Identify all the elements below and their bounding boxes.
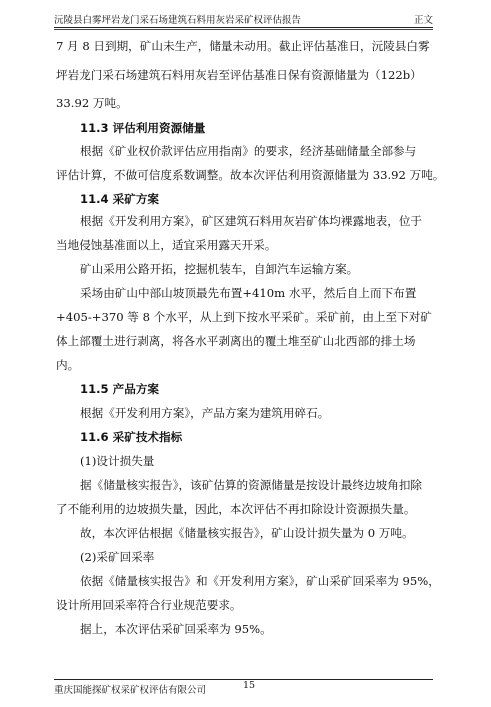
body-line: 根据《开发利用方案》，产品方案为建筑用碎石。	[80, 406, 330, 420]
body-line: 根据《矿业权价款评估应用指南》的要求，经济基础储量全部参与	[80, 144, 417, 158]
body-line: 据上，本次评估采矿回采率为 95%。	[80, 622, 272, 636]
section-heading-11-4: 11.4 采矿方案	[80, 192, 160, 206]
body-line: 坪岩龙门采石场建筑石料用灰岩至评估基准日保有资源储量为（122b）	[56, 68, 422, 82]
footer-company: 重庆国能探矿权采矿权评估有限公司	[54, 685, 207, 696]
body-line: 了不能利用的边坡损失量，因此，本次评估不再扣除设计资源损失量。	[56, 502, 416, 516]
body-line: 33.92 万吨。	[56, 96, 128, 110]
body-line: 依据《储量核实报告》和《开发利用方案》，矿山采矿回采率为 95%，	[80, 574, 440, 588]
body-line: 7 月 8 日到期，矿山未生产，储量未动用。截止评估基准日，沅陵县白雾	[56, 39, 430, 53]
body-line: 据《储量核实报告》，该矿估算的资源储量是按设计最终边坡角扣除	[80, 478, 423, 492]
page-number: 15	[243, 680, 256, 691]
subheading: (2)采矿回采率	[80, 550, 155, 564]
body-line: 内。	[56, 358, 80, 372]
body-line: 评估计算，不做可信度系数调整。故本次评估利用资源储量为 33.92 万吨。	[56, 168, 445, 182]
subheading: (1)设计损失量	[80, 454, 155, 468]
header-rule	[54, 27, 433, 28]
body-line: 采场由矿山中部山坡顶最先布置+410m 水平，然后自上而下布置	[80, 286, 417, 300]
header-title: 沅陵县白雾坪岩龙门采石场建筑石料用灰岩采矿权评估报告	[54, 15, 302, 26]
body-line: +405-+370 等 8 个水平，从上到下按水平采矿。采矿前，由上至下对矿	[56, 310, 432, 324]
body-line: 体上部覆土进行剥离，将各水平剥离出的覆土堆至矿山北西部的排土场	[56, 334, 416, 348]
section-heading-11-3: 11.3 评估利用资源储量	[80, 121, 206, 135]
body-line: 当地侵蚀基准面以上，适宜采用露天开采。	[56, 238, 277, 252]
body-line: 故，本次评估根据《储量核实报告》，矿山设计损失量为 0 万吨。	[80, 526, 414, 540]
body-line: 矿山采用公路开拓，挖掘机装车，自卸汽车运输方案。	[80, 262, 359, 276]
header-rule-thin	[54, 29, 433, 30]
section-heading-11-5: 11.5 产品方案	[80, 382, 160, 396]
header-section: 正文	[413, 15, 433, 26]
body-line: 根据《开发利用方案》，矿区建筑石料用灰岩矿体均裸露地表，位于	[80, 214, 423, 228]
body-line: 设计所用回采率符合行业规范要求。	[56, 598, 242, 612]
section-heading-11-6: 11.6 采矿技术指标	[80, 430, 183, 444]
page-header	[54, 9, 433, 27]
